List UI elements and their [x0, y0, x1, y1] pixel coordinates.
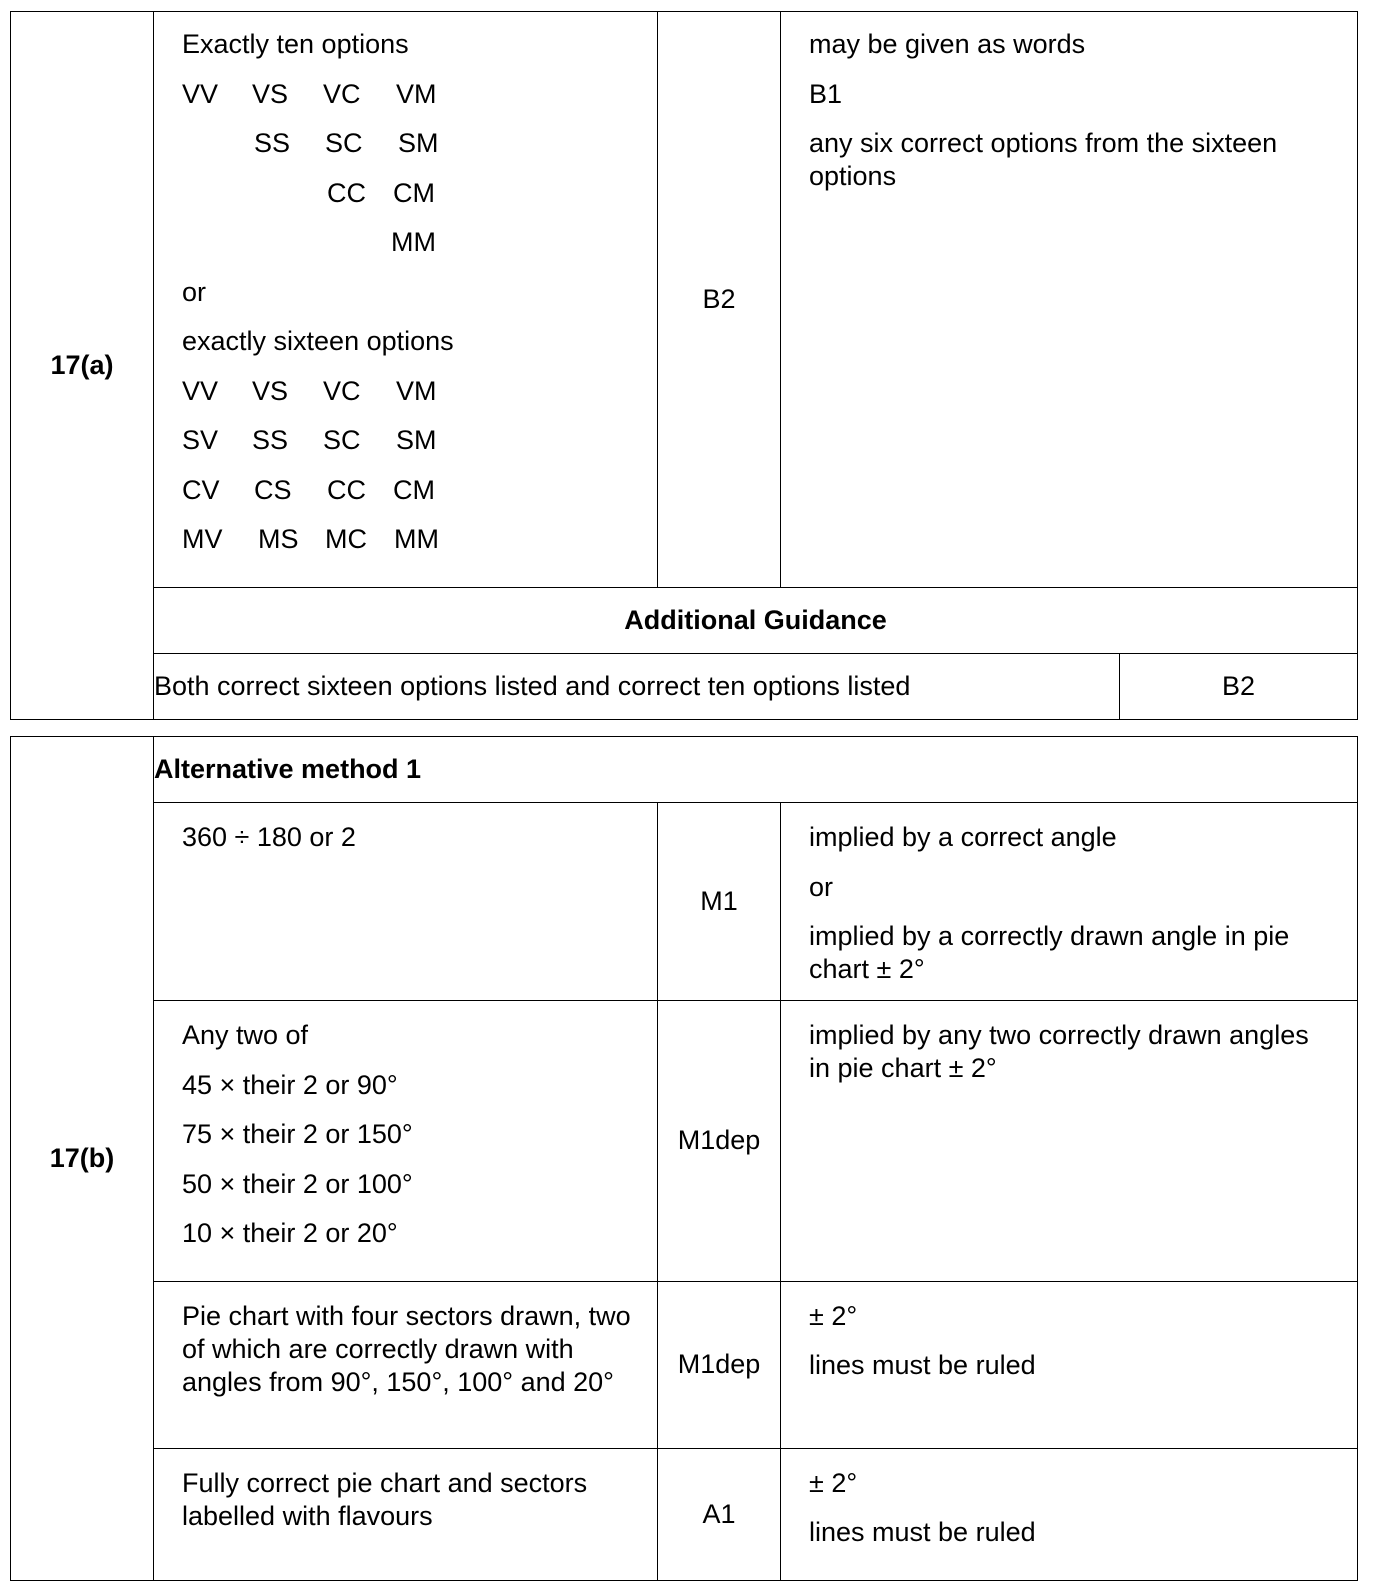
question-number: 17(b) — [11, 737, 154, 1581]
question-17b-table — [10, 736, 1358, 1581]
answer-cell — [154, 1448, 658, 1580]
mark-cell: A1 — [658, 1448, 781, 1580]
answer-heading-ten: Exactly ten options — [182, 29, 409, 59]
comment-line: implied by a correctly drawn angle in pie chart ± 2° — [809, 921, 1290, 984]
options-row: CV CS CC CM — [182, 474, 435, 505]
answer-line: 45 × their 2 or 90° — [182, 1069, 398, 1100]
answer-line: Fully correct pie chart and sectors labelled with flavours — [182, 1467, 588, 1531]
answer-line: Any two of — [182, 1020, 309, 1050]
comments-cell — [781, 1448, 1358, 1580]
comment-line: any six correct options from the sixteen options — [809, 128, 1278, 191]
additional-guidance-heading: Additional Guidance — [154, 587, 1358, 653]
answer-line: 10 × their 2 or 20° — [182, 1218, 398, 1248]
question-17a-table — [10, 11, 1358, 720]
answer-cell — [154, 1281, 658, 1448]
comments-cell — [781, 1001, 1358, 1282]
comment-line: implied by any two correctly drawn angles in pie chart ± 2° — [809, 1020, 1309, 1083]
comments-cell — [781, 803, 1358, 1001]
guidance-mark: B2 — [1120, 653, 1358, 719]
answer-line: 360 ÷ 180 or 2 — [182, 822, 356, 852]
options-row: CC CM — [327, 177, 435, 208]
options-row: SS SC SM — [254, 128, 439, 158]
mark-cell: B2 — [658, 12, 781, 588]
comment-line: lines must be ruled — [809, 1350, 1036, 1380]
mark-cell: M1 — [658, 803, 781, 1001]
options-row: MV MS MC MM — [182, 524, 439, 554]
options-row: MM — [391, 227, 436, 257]
comment-line: ± 2° — [809, 1300, 858, 1331]
comments-cell — [781, 1281, 1358, 1448]
answer-cell — [154, 803, 658, 1001]
options-row: VV VS VC VM — [182, 375, 437, 406]
comment-line: may be given as words — [809, 29, 1086, 59]
answer-cell — [154, 1001, 658, 1282]
comments-cell — [781, 12, 1358, 588]
answer-line: 75 × their 2 or 150° — [182, 1119, 413, 1149]
comment-line: B1 — [809, 78, 843, 109]
comment-line: or — [809, 871, 834, 902]
options-row: SV SS SC SM — [182, 425, 437, 455]
answer-cell — [154, 12, 658, 588]
answer-line: Pie chart with four sectors drawn, two of which are correctly drawn with angles from 90°, 150°, 100° and 20° — [182, 1300, 631, 1397]
question-number: 17(a) — [11, 12, 154, 720]
mark-cell: M1dep — [658, 1281, 781, 1448]
mark-cell: M1dep — [658, 1001, 781, 1282]
method-heading: Alternative method 1 — [154, 737, 1358, 803]
answer-heading-sixteen: exactly sixteen options — [182, 326, 454, 356]
guidance-text: Both correct sixteen options listed and correct ten options listed — [154, 653, 1120, 719]
comment-line: lines must be ruled — [809, 1517, 1036, 1547]
comment-line: implied by a correct angle — [809, 822, 1117, 852]
comment-line: ± 2° — [809, 1467, 858, 1498]
or-text: or — [182, 276, 207, 307]
answer-line: 50 × their 2 or 100° — [182, 1168, 413, 1199]
options-row: VV VS VC VM — [182, 78, 437, 109]
